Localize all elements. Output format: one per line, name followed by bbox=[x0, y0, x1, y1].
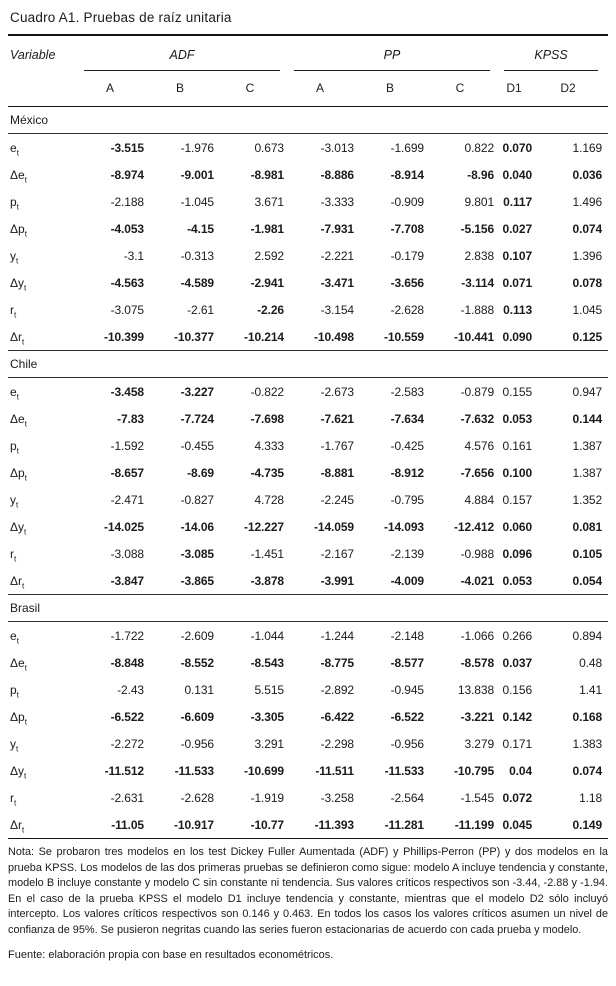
group-header-row bbox=[8, 36, 608, 71]
value-cell: -2.673 bbox=[320, 384, 354, 399]
value-cell: -0.425 bbox=[390, 438, 424, 453]
value-cell: 0.040 bbox=[502, 167, 533, 182]
value-cell: -3.075 bbox=[110, 302, 144, 317]
value-cell: -8.974 bbox=[110, 167, 144, 182]
value-cell: -3.991 bbox=[320, 573, 354, 588]
value-cell: 0.266 bbox=[502, 628, 533, 643]
value-cell: 1.496 bbox=[572, 194, 603, 209]
value-cell: -0.945 bbox=[390, 682, 424, 697]
value-cell: -4.053 bbox=[110, 221, 144, 236]
value-cell: 0.155 bbox=[502, 384, 533, 399]
value-cell: -2.941 bbox=[250, 275, 284, 290]
table-row bbox=[8, 540, 608, 567]
variable-label: $p_t$ bbox=[10, 682, 19, 699]
table-row bbox=[8, 269, 608, 296]
value-cell: -11.511 bbox=[315, 763, 354, 778]
value-cell: -7.621 bbox=[320, 411, 354, 426]
value-cell: -10.399 bbox=[104, 329, 144, 344]
value-cell: -7.724 bbox=[180, 411, 214, 426]
table-row bbox=[8, 161, 608, 188]
value-cell: 2.592 bbox=[254, 248, 284, 263]
value-cell: 0.090 bbox=[502, 329, 533, 344]
kpss-spanner-rule bbox=[504, 48, 598, 71]
value-cell: 1.352 bbox=[572, 492, 603, 507]
value-cell: -2.609 bbox=[180, 628, 214, 643]
value-cell: -6.522 bbox=[390, 709, 424, 724]
value-cell: -1.044 bbox=[250, 628, 284, 643]
country-section-row bbox=[8, 107, 608, 134]
col-header-kpss-d1: D1 bbox=[500, 71, 538, 107]
table-row bbox=[8, 703, 608, 730]
variable-label: $r_t$ bbox=[10, 790, 17, 807]
value-cell: -4.15 bbox=[187, 221, 214, 236]
value-cell: -14.093 bbox=[384, 519, 424, 534]
blank-header-cell bbox=[8, 71, 80, 107]
value-cell: -10.699 bbox=[244, 763, 284, 778]
table-row bbox=[8, 296, 608, 323]
value-cell: -3.085 bbox=[180, 546, 214, 561]
value-cell: -0.879 bbox=[460, 384, 495, 399]
table-note: Nota: Se probaron tres modelos en los test Dickey Fuller Aumentada (ADF) y Phillips-Perron (PP) y dos modelos en la prueba KPSS. Los modelos de las dos primeras pruebas se definieron como sigue: modelo A incluye tendencia y constante, modelo B incluye constante y modelo C sin constante ni tendencia. Sus valores críticos respectivos son -3.44, -2.88 y -1.94. En el caso de la prueba KPSS el modelo D1 incluye tendencia y constante, mientras que el modelo D2 sólo incluyó intercepto. Los valores críticos respectivos son 0.146 y 0.463. En todos los casos los valores críticos asumen un nivel de confianza de 95%. Se pusieron negritas cuando las series fueron estacionarias de acuerdo con cada prueba y modelo. bbox=[8, 846, 608, 936]
value-cell: 0.125 bbox=[572, 329, 603, 344]
value-cell: 0.078 bbox=[572, 275, 603, 290]
col-header-adf-b: B bbox=[150, 71, 220, 107]
value-cell: 3.279 bbox=[464, 736, 495, 751]
table-row bbox=[8, 784, 608, 811]
value-cell: 1.387 bbox=[572, 438, 603, 453]
value-cell: -7.83 bbox=[117, 411, 144, 426]
value-cell: -6.609 bbox=[180, 709, 214, 724]
table-row bbox=[8, 730, 608, 757]
value-cell: -1.888 bbox=[460, 302, 495, 317]
value-cell: 0.04 bbox=[509, 763, 533, 778]
value-cell: 1.41 bbox=[579, 682, 603, 697]
value-cell: -1.722 bbox=[110, 628, 144, 643]
variable-label: $\Delta r_t$ bbox=[8, 811, 80, 839]
value-cell: 0.037 bbox=[502, 655, 533, 670]
model-header-row bbox=[8, 71, 608, 107]
value-cell: -1.981 bbox=[250, 221, 284, 236]
pp-spanner-rule bbox=[294, 48, 490, 71]
value-cell: -2.188 bbox=[110, 194, 144, 209]
variable-label: $e_t$ bbox=[10, 628, 19, 645]
variable-label: $\Delta y_t$ bbox=[10, 275, 27, 292]
group-header-adf bbox=[80, 36, 290, 71]
table-row bbox=[8, 432, 608, 459]
variable-label: $\Delta y_t$ bbox=[10, 763, 27, 780]
col-header-pp-b: B bbox=[360, 71, 430, 107]
table-row bbox=[8, 242, 608, 269]
value-cell: -1.045 bbox=[180, 194, 214, 209]
value-cell: -9.001 bbox=[180, 167, 214, 182]
country-section-row bbox=[8, 595, 608, 622]
value-cell: -14.025 bbox=[104, 519, 144, 534]
value-cell: -0.313 bbox=[180, 248, 214, 263]
value-cell: 0.053 bbox=[502, 573, 533, 588]
value-cell: 0.074 bbox=[572, 221, 603, 236]
value-cell: -0.795 bbox=[390, 492, 424, 507]
value-cell: -3.305 bbox=[250, 709, 284, 724]
variable-label: $\Delta r_t$ bbox=[10, 329, 25, 346]
value-cell: -2.26 bbox=[257, 302, 284, 317]
value-cell: -3.333 bbox=[320, 194, 354, 209]
value-cell: -10.559 bbox=[384, 329, 424, 344]
variable-label: $p_t$ bbox=[10, 194, 19, 211]
value-cell: -1.592 bbox=[110, 438, 144, 453]
value-cell: -11.533 bbox=[174, 763, 214, 778]
variable-label: $y_t$ bbox=[10, 736, 19, 753]
value-cell: -12.227 bbox=[244, 519, 284, 534]
table-row bbox=[8, 323, 608, 351]
value-cell: 0.060 bbox=[502, 519, 533, 534]
col-header-adf-a: A bbox=[80, 71, 150, 107]
value-cell: -7.632 bbox=[460, 411, 495, 426]
col-header-adf-c: C bbox=[220, 71, 290, 107]
value-cell: -8.578 bbox=[460, 655, 495, 670]
value-cell: -0.822 bbox=[250, 384, 284, 399]
adf-spanner-rule bbox=[84, 48, 280, 71]
value-cell: 0.894 bbox=[572, 628, 603, 643]
value-cell: -8.552 bbox=[180, 655, 214, 670]
table-header bbox=[8, 36, 608, 107]
value-cell: 0.070 bbox=[502, 140, 533, 155]
table-row bbox=[8, 188, 608, 215]
value-cell: -2.167 bbox=[320, 546, 354, 561]
value-cell: -2.298 bbox=[320, 736, 354, 751]
variable-label: $\Delta e_t$ bbox=[10, 167, 27, 184]
value-cell: 1.383 bbox=[572, 736, 603, 751]
value-cell: -3.878 bbox=[250, 573, 284, 588]
value-cell: 0.045 bbox=[500, 811, 538, 839]
table-row bbox=[8, 134, 608, 162]
value-cell: -0.827 bbox=[180, 492, 214, 507]
value-cell: -2.61 bbox=[187, 302, 214, 317]
value-cell: -3.114 bbox=[461, 275, 495, 290]
value-cell: 2.838 bbox=[464, 248, 495, 263]
value-cell: -11.393 bbox=[290, 811, 360, 839]
value-cell: 0.171 bbox=[502, 736, 533, 751]
value-cell: -2.221 bbox=[320, 248, 354, 263]
table-title: Cuadro A1. Pruebas de raíz unitaria bbox=[8, 5, 608, 36]
value-cell: 0.071 bbox=[502, 275, 533, 290]
value-cell: 13.838 bbox=[457, 682, 495, 697]
value-cell: 0.673 bbox=[254, 140, 284, 155]
value-cell: -1.451 bbox=[250, 546, 284, 561]
value-cell: 0.053 bbox=[502, 411, 533, 426]
variable-label: $\Delta p_t$ bbox=[10, 465, 27, 482]
value-cell: -0.988 bbox=[460, 546, 495, 561]
value-cell: -3.847 bbox=[110, 573, 144, 588]
table-row bbox=[8, 215, 608, 242]
value-cell: -7.708 bbox=[390, 221, 424, 236]
value-cell: -14.06 bbox=[180, 519, 214, 534]
value-cell: -11.533 bbox=[384, 763, 424, 778]
value-cell: -14.059 bbox=[314, 519, 354, 534]
value-cell: -4.735 bbox=[250, 465, 284, 480]
value-cell: -6.522 bbox=[110, 709, 144, 724]
value-cell: -6.422 bbox=[320, 709, 354, 724]
table-row bbox=[8, 757, 608, 784]
table-row bbox=[8, 405, 608, 432]
col-header-pp-c: C bbox=[430, 71, 500, 107]
value-cell: 0.168 bbox=[572, 709, 603, 724]
table-row bbox=[8, 378, 608, 406]
value-cell: -8.848 bbox=[110, 655, 144, 670]
variable-label: $\Delta r_t$ bbox=[10, 573, 25, 590]
value-cell: -1.919 bbox=[250, 790, 284, 805]
value-cell: -0.455 bbox=[180, 438, 214, 453]
variable-label: $p_t$ bbox=[10, 438, 19, 455]
table-row bbox=[8, 459, 608, 486]
value-cell: -0.956 bbox=[390, 736, 424, 751]
value-cell: -11.512 bbox=[104, 763, 144, 778]
table-row bbox=[8, 567, 608, 595]
table-row bbox=[8, 513, 608, 540]
value-cell: 0.054 bbox=[572, 573, 603, 588]
value-cell: 0.48 bbox=[579, 655, 603, 670]
value-cell: -4.589 bbox=[180, 275, 214, 290]
variable-label: $\Delta e_t$ bbox=[10, 655, 27, 672]
value-cell: -8.981 bbox=[250, 167, 284, 182]
value-cell: -3.154 bbox=[320, 302, 354, 317]
value-cell: -5.156 bbox=[460, 221, 495, 236]
value-cell: 9.801 bbox=[464, 194, 495, 209]
value-cell: -2.892 bbox=[320, 682, 354, 697]
value-cell: -8.96 bbox=[467, 167, 495, 182]
value-cell: 1.387 bbox=[572, 465, 603, 480]
col-header-pp-a: A bbox=[290, 71, 360, 107]
value-cell: -8.881 bbox=[320, 465, 354, 480]
value-cell: 0.105 bbox=[572, 546, 603, 561]
value-cell: 3.291 bbox=[254, 736, 284, 751]
variable-column-header: Variable bbox=[10, 48, 56, 62]
value-cell: -4.563 bbox=[110, 275, 144, 290]
table-body bbox=[8, 107, 608, 839]
value-cell: -10.917 bbox=[150, 811, 220, 839]
value-cell: -8.914 bbox=[390, 167, 424, 182]
variable-label: $y_t$ bbox=[10, 248, 19, 265]
value-cell: -3.458 bbox=[110, 384, 144, 399]
value-cell: -3.221 bbox=[460, 709, 495, 724]
value-cell: -1.545 bbox=[460, 790, 495, 805]
variable-label: $r_t$ bbox=[10, 302, 17, 319]
table-row bbox=[8, 811, 608, 839]
table-row bbox=[8, 676, 608, 703]
value-cell: -8.912 bbox=[390, 465, 424, 480]
variable-label: $\Delta p_t$ bbox=[10, 709, 27, 726]
value-cell: -10.498 bbox=[314, 329, 354, 344]
value-cell: -12.412 bbox=[454, 519, 495, 534]
table-row bbox=[8, 486, 608, 513]
country-label: México bbox=[8, 107, 608, 134]
value-cell: -2.564 bbox=[390, 790, 424, 805]
value-cell: -1.767 bbox=[320, 438, 354, 453]
table-row bbox=[8, 649, 608, 676]
value-cell: -10.377 bbox=[174, 329, 214, 344]
table-row bbox=[8, 622, 608, 650]
value-cell: 1.396 bbox=[572, 248, 603, 263]
variable-label: $y_t$ bbox=[10, 492, 19, 509]
value-cell: -3.013 bbox=[320, 140, 354, 155]
value-cell: -3.865 bbox=[180, 573, 214, 588]
value-cell: -2.139 bbox=[390, 546, 424, 561]
value-cell: 4.884 bbox=[464, 492, 495, 507]
value-cell: 3.671 bbox=[254, 194, 284, 209]
col-header-kpss-d2: D2 bbox=[538, 71, 608, 107]
value-cell: -10.441 bbox=[454, 329, 495, 344]
value-cell: 1.045 bbox=[572, 302, 603, 317]
value-cell: -3.258 bbox=[320, 790, 354, 805]
value-cell: 0.036 bbox=[572, 167, 603, 182]
group-header-kpss bbox=[500, 36, 608, 71]
value-cell: 0.107 bbox=[502, 248, 533, 263]
value-cell: -7.698 bbox=[250, 411, 284, 426]
value-cell: 0.822 bbox=[464, 140, 495, 155]
value-cell: -2.628 bbox=[180, 790, 214, 805]
value-cell: -1.976 bbox=[180, 140, 214, 155]
value-cell: 0.096 bbox=[502, 546, 533, 561]
value-cell: 0.156 bbox=[502, 682, 533, 697]
value-cell: -11.281 bbox=[360, 811, 430, 839]
value-cell: 4.576 bbox=[464, 438, 495, 453]
value-cell: 0.074 bbox=[572, 763, 603, 778]
value-cell: 1.169 bbox=[572, 140, 603, 155]
value-cell: -0.956 bbox=[180, 736, 214, 751]
kpss-label: KPSS bbox=[534, 48, 568, 62]
variable-label: $\Delta y_t$ bbox=[10, 519, 27, 536]
value-cell: -2.471 bbox=[110, 492, 144, 507]
value-cell: -4.021 bbox=[460, 573, 495, 588]
value-cell: -2.43 bbox=[117, 682, 144, 697]
value-cell: -3.656 bbox=[390, 275, 424, 290]
value-cell: -2.148 bbox=[390, 628, 424, 643]
value-cell: -10.77 bbox=[220, 811, 290, 839]
value-cell: 4.333 bbox=[254, 438, 284, 453]
value-cell: -7.656 bbox=[460, 465, 495, 480]
value-cell: -2.245 bbox=[320, 492, 354, 507]
value-cell: -3.088 bbox=[110, 546, 144, 561]
group-header-pp bbox=[290, 36, 500, 71]
table-source: Fuente: elaboración propia con base en resultados econométricos. bbox=[8, 949, 334, 962]
variable-label: $e_t$ bbox=[10, 140, 19, 157]
variable-label: $\Delta e_t$ bbox=[10, 411, 27, 428]
value-cell: -3.471 bbox=[320, 275, 354, 290]
value-cell: 1.18 bbox=[579, 790, 603, 805]
value-cell: -0.909 bbox=[390, 194, 424, 209]
value-cell: -2.583 bbox=[390, 384, 424, 399]
value-cell: 0.142 bbox=[502, 709, 533, 724]
value-cell: -8.886 bbox=[320, 167, 354, 182]
country-label: Brasil bbox=[8, 595, 608, 622]
value-cell: -3.1 bbox=[123, 248, 144, 263]
value-cell: -8.577 bbox=[390, 655, 424, 670]
value-cell: -2.628 bbox=[390, 302, 424, 317]
adf-label: ADF bbox=[169, 48, 195, 62]
value-cell: -1.244 bbox=[320, 628, 354, 643]
value-cell: 0.157 bbox=[502, 492, 533, 507]
value-cell: 0.027 bbox=[502, 221, 533, 236]
variable-label: $r_t$ bbox=[10, 546, 17, 563]
value-cell: -10.795 bbox=[454, 763, 495, 778]
value-cell: 5.515 bbox=[254, 682, 284, 697]
value-cell: 0.131 bbox=[184, 682, 214, 697]
value-cell: -11.05 bbox=[80, 811, 150, 839]
value-cell: -8.69 bbox=[187, 465, 214, 480]
value-cell: -1.699 bbox=[390, 140, 424, 155]
value-cell: -8.657 bbox=[110, 465, 144, 480]
value-cell: 0.081 bbox=[572, 519, 603, 534]
value-cell: -8.775 bbox=[320, 655, 354, 670]
value-cell: -2.272 bbox=[110, 736, 144, 751]
pp-label: PP bbox=[383, 48, 401, 62]
unit-root-table bbox=[8, 36, 608, 839]
value-cell: 0.144 bbox=[572, 411, 603, 426]
country-section-row bbox=[8, 351, 608, 378]
value-cell: -8.543 bbox=[250, 655, 284, 670]
value-cell: 0.947 bbox=[572, 384, 603, 399]
value-cell: -7.931 bbox=[320, 221, 354, 236]
value-cell: 0.161 bbox=[502, 438, 533, 453]
value-cell: -3.515 bbox=[110, 140, 144, 155]
value-cell: 0.100 bbox=[502, 465, 533, 480]
value-cell: 0.072 bbox=[502, 790, 533, 805]
value-cell: -10.214 bbox=[244, 329, 284, 344]
value-cell: 0.113 bbox=[503, 302, 533, 317]
value-cell: 4.728 bbox=[254, 492, 284, 507]
value-cell: -11.199 bbox=[430, 811, 500, 839]
value-cell: -1.066 bbox=[460, 628, 495, 643]
value-cell: 0.117 bbox=[503, 194, 533, 209]
value-cell: 0.149 bbox=[538, 811, 608, 839]
variable-label: $e_t$ bbox=[10, 384, 19, 401]
country-label: Chile bbox=[8, 351, 608, 378]
value-cell: -4.009 bbox=[390, 573, 424, 588]
value-cell: -3.227 bbox=[180, 384, 214, 399]
value-cell: -2.631 bbox=[110, 790, 144, 805]
value-cell: -0.179 bbox=[390, 248, 424, 263]
value-cell: -7.634 bbox=[390, 411, 424, 426]
variable-label: $\Delta p_t$ bbox=[10, 221, 27, 238]
